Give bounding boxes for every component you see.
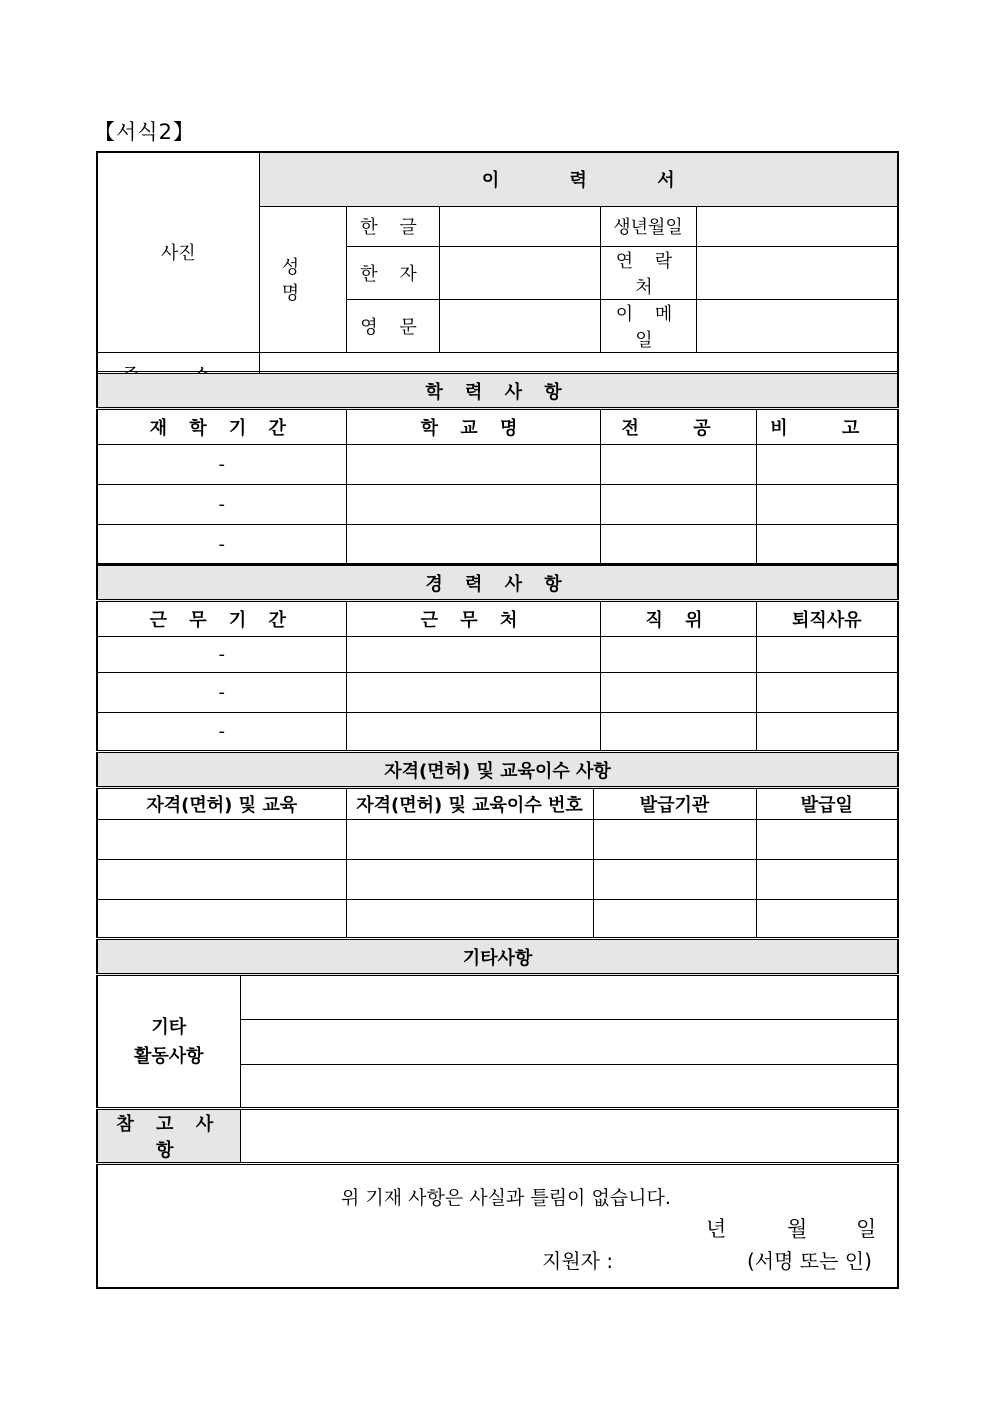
qualification-date-cell[interactable] — [756, 820, 898, 860]
hanja-name-field[interactable] — [439, 246, 600, 299]
qualifications-section-title: 자격(면허) 및 교육이수 사항 — [97, 752, 898, 788]
career-position-cell[interactable] — [600, 637, 756, 673]
document-title: 이 력 서 — [259, 152, 898, 206]
signature-note: (서명 또는 인) — [747, 1249, 872, 1273]
qualification-number-cell[interactable] — [346, 820, 593, 860]
date-year-label: 년 — [706, 1217, 727, 1241]
education-school-cell[interactable] — [346, 445, 600, 485]
table-row — [97, 525, 898, 565]
education-header-period: 재 학 기 간 — [97, 409, 346, 445]
qualification-number-cell[interactable] — [346, 860, 593, 900]
activities-label-line-2: 활동사항 — [133, 1045, 204, 1067]
qualification-date-cell[interactable] — [756, 900, 898, 938]
education-school-cell[interactable] — [346, 485, 600, 525]
career-leave-reason-cell[interactable] — [756, 637, 898, 673]
form-number-label: 【서식2】 — [94, 120, 195, 144]
qualification-name-cell[interactable] — [97, 820, 346, 860]
career-table — [96, 563, 899, 751]
education-note-cell[interactable] — [756, 525, 898, 565]
table-row — [97, 445, 898, 485]
activities-field[interactable] — [240, 975, 898, 1020]
name-label: 성 명 — [259, 206, 346, 352]
hanja-name-label: 한 자 — [346, 246, 439, 299]
korean-name-field[interactable] — [439, 206, 600, 246]
career-header-period: 근 무 기 간 — [97, 601, 346, 637]
table-row — [97, 860, 898, 900]
career-workplace-cell[interactable] — [346, 637, 600, 673]
table-row — [97, 713, 898, 751]
activities-label-line-1: 기타 — [151, 1016, 187, 1038]
qualification-issuer-cell[interactable] — [593, 860, 756, 900]
date-month-label: 월 — [787, 1217, 808, 1241]
table-row — [97, 900, 898, 938]
other-table — [96, 937, 899, 1289]
career-section-title: 경 력 사 항 — [97, 565, 898, 601]
education-period-cell[interactable]: - — [97, 525, 346, 565]
career-leave-reason-cell[interactable] — [756, 713, 898, 751]
reference-label: 참 고 사 항 — [97, 1109, 240, 1164]
education-note-cell[interactable] — [756, 445, 898, 485]
qualification-issuer-cell[interactable] — [593, 900, 756, 938]
reference-field[interactable] — [240, 1109, 898, 1164]
declaration-statement: 위 기재 사항은 사실과 틀림이 없습니다. — [341, 1187, 671, 1209]
education-header-note: 비 고 — [756, 409, 898, 445]
declaration-box — [97, 1164, 898, 1288]
career-header-workplace: 근 무 처 — [346, 601, 600, 637]
personal-info-table — [96, 151, 899, 396]
photo-box[interactable] — [97, 152, 259, 352]
contact-label: 연 락 처 — [600, 246, 696, 299]
english-name-label: 영 문 — [346, 299, 439, 352]
activities-label — [97, 975, 240, 1109]
education-note-cell[interactable] — [756, 485, 898, 525]
email-field[interactable] — [696, 299, 898, 352]
contact-field[interactable] — [696, 246, 898, 299]
career-period-cell[interactable]: - — [97, 637, 346, 673]
korean-name-label: 한 글 — [346, 206, 439, 246]
other-section-title: 기타사항 — [97, 939, 898, 975]
english-name-field[interactable] — [439, 299, 600, 352]
career-period-cell[interactable]: - — [97, 673, 346, 713]
date-day-label: 일 — [856, 1217, 877, 1241]
qualifications-table — [96, 750, 899, 938]
birthdate-field[interactable] — [696, 206, 898, 246]
education-section-title: 학 력 사 항 — [97, 373, 898, 409]
education-table — [96, 371, 899, 565]
qualification-issuer-cell[interactable] — [593, 820, 756, 860]
qualifications-header-date: 발급일 — [756, 788, 898, 820]
qualifications-header-name: 자격(면허) 및 교육 — [97, 788, 346, 820]
photo-label: 사진 — [160, 243, 196, 265]
qualifications-header-issuer: 발급기관 — [593, 788, 756, 820]
education-major-cell[interactable] — [600, 485, 756, 525]
career-period-cell[interactable]: - — [97, 713, 346, 751]
applicant-label: 지원자 : — [542, 1249, 614, 1273]
education-period-cell[interactable]: - — [97, 485, 346, 525]
table-row — [97, 673, 898, 713]
career-position-cell[interactable] — [600, 713, 756, 751]
activities-field[interactable] — [240, 1065, 898, 1109]
email-label: 이 메 일 — [600, 299, 696, 352]
birthdate-label: 생년월일 — [600, 206, 696, 246]
applicant-signature-field[interactable] — [624, 1241, 744, 1269]
qualification-name-cell[interactable] — [97, 860, 346, 900]
career-header-leave-reason: 퇴직사유 — [756, 601, 898, 637]
table-row — [97, 637, 898, 673]
qualification-date-cell[interactable] — [756, 860, 898, 900]
career-workplace-cell[interactable] — [346, 713, 600, 751]
career-workplace-cell[interactable] — [346, 673, 600, 713]
career-position-cell[interactable] — [600, 673, 756, 713]
activities-field[interactable] — [240, 1020, 898, 1065]
table-row — [97, 485, 898, 525]
qualifications-header-number: 자격(면허) 및 교육이수 번호 — [346, 788, 593, 820]
table-row — [97, 820, 898, 860]
career-header-position: 직 위 — [600, 601, 756, 637]
education-header-school: 학 교 명 — [346, 409, 600, 445]
qualification-number-cell[interactable] — [346, 900, 593, 938]
education-period-cell[interactable]: - — [97, 445, 346, 485]
qualification-name-cell[interactable] — [97, 900, 346, 938]
education-major-cell[interactable] — [600, 525, 756, 565]
education-major-cell[interactable] — [600, 445, 756, 485]
education-header-major: 전 공 — [600, 409, 756, 445]
career-leave-reason-cell[interactable] — [756, 673, 898, 713]
education-school-cell[interactable] — [346, 525, 600, 565]
